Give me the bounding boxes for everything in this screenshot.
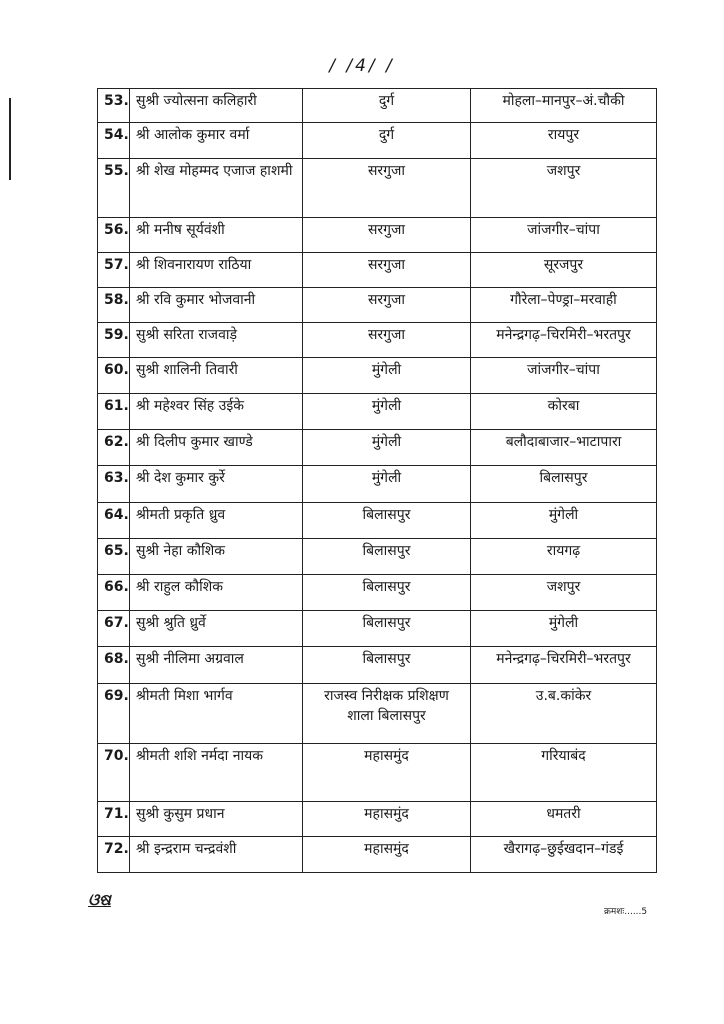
to-district-cell: जशपुर	[471, 575, 657, 611]
table-row	[98, 539, 657, 575]
margin-line	[9, 98, 11, 180]
table-row	[98, 159, 657, 218]
to-district-cell: बलौदाबाजार–भाटापारा	[471, 430, 657, 466]
serial-number-cell: 62.	[98, 430, 130, 466]
serial-number-cell: 53.	[98, 89, 130, 123]
page-number: / /4/ /	[329, 56, 395, 76]
from-district-cell: महासमुंद	[303, 802, 471, 837]
name-cell: श्री शेख मोहम्मद एजाज हाशमी	[130, 159, 303, 218]
table-row	[98, 288, 657, 323]
serial-number-cell: 65.	[98, 539, 130, 575]
serial-number-cell: 63.	[98, 466, 130, 503]
to-district-cell: कोरबा	[471, 394, 657, 430]
from-district-cell: सरगुजा	[303, 323, 471, 358]
from-district-cell: दुर्ग	[303, 89, 471, 123]
name-cell: सुश्री नीलिमा अग्रवाल	[130, 647, 303, 684]
from-district-cell: सरगुजा	[303, 288, 471, 323]
handwritten-initials: ଓଷ	[88, 890, 111, 909]
serial-number-cell: 66.	[98, 575, 130, 611]
from-district-cell: मुंगेली	[303, 394, 471, 430]
table-row	[98, 647, 657, 684]
table-row	[98, 323, 657, 358]
serial-number-cell: 69.	[98, 684, 130, 744]
from-district-cell: महासमुंद	[303, 744, 471, 802]
serial-number-cell: 64.	[98, 503, 130, 539]
from-district-cell: मुंगेली	[303, 358, 471, 394]
name-cell: श्रीमती प्रकृति ध्रुव	[130, 503, 303, 539]
table-row	[98, 466, 657, 503]
name-cell: सुश्री नेहा कौशिक	[130, 539, 303, 575]
table-row	[98, 358, 657, 394]
from-district-cell: राजस्व निरीक्षक प्रशिक्षण शाला बिलासपुर	[303, 684, 471, 744]
name-cell: श्रीमती मिशा भार्गव	[130, 684, 303, 744]
serial-number-cell: 54.	[98, 123, 130, 159]
from-district-cell: सरगुजा	[303, 253, 471, 288]
table-row	[98, 837, 657, 873]
serial-number-cell: 56.	[98, 218, 130, 253]
to-district-cell: मुंगेली	[471, 503, 657, 539]
table-row	[98, 394, 657, 430]
serial-number-cell: 59.	[98, 323, 130, 358]
from-district-cell: बिलासपुर	[303, 611, 471, 647]
to-district-cell: धमतरी	[471, 802, 657, 837]
from-district-cell: मुंगेली	[303, 430, 471, 466]
to-district-cell: मनेन्द्रगढ़–चिरमिरी–भरतपुर	[471, 647, 657, 684]
name-cell: श्री देश कुमार कुर्रे	[130, 466, 303, 503]
to-district-cell: जशपुर	[471, 159, 657, 218]
serial-number-cell: 67.	[98, 611, 130, 647]
to-district-cell: मोहला–मानपुर–अं.चौकी	[471, 89, 657, 123]
name-cell: श्री इन्द्रराम चन्द्रवंशी	[130, 837, 303, 873]
from-district-cell: बिलासपुर	[303, 575, 471, 611]
table-row	[98, 253, 657, 288]
name-cell: श्री राहुल कौशिक	[130, 575, 303, 611]
to-district-cell: गरियाबंद	[471, 744, 657, 802]
to-district-cell: सूरजपुर	[471, 253, 657, 288]
serial-number-cell: 58.	[98, 288, 130, 323]
name-cell: सुश्री शालिनी तिवारी	[130, 358, 303, 394]
from-district-cell: बिलासपुर	[303, 539, 471, 575]
to-district-cell: जांजगीर–चांपा	[471, 358, 657, 394]
table-row	[98, 430, 657, 466]
to-district-cell: बिलासपुर	[471, 466, 657, 503]
name-cell: सुश्री सरिता राजवाड़े	[130, 323, 303, 358]
from-district-cell: दुर्ग	[303, 123, 471, 159]
serial-number-cell: 55.	[98, 159, 130, 218]
from-district-cell: महासमुंद	[303, 837, 471, 873]
name-cell: सुश्री ज्योत्सना कलिहारी	[130, 89, 303, 123]
serial-number-cell: 72.	[98, 837, 130, 873]
from-district-cell: सरगुजा	[303, 159, 471, 218]
serial-number-cell: 70.	[98, 744, 130, 802]
to-district-cell: मुंगेली	[471, 611, 657, 647]
to-district-cell: मनेन्द्रगढ़–चिरमिरी–भरतपुर	[471, 323, 657, 358]
serial-number-cell: 61.	[98, 394, 130, 430]
table-row	[98, 218, 657, 253]
table-row	[98, 802, 657, 837]
name-cell: श्री दिलीप कुमार खाण्डे	[130, 430, 303, 466]
to-district-cell: रायपुर	[471, 123, 657, 159]
table-row	[98, 123, 657, 159]
table-row	[98, 575, 657, 611]
serial-number-cell: 60.	[98, 358, 130, 394]
from-district-cell: मुंगेली	[303, 466, 471, 503]
table-row	[98, 744, 657, 802]
serial-number-cell: 68.	[98, 647, 130, 684]
table-body	[98, 89, 657, 873]
from-district-cell: सरगुजा	[303, 218, 471, 253]
to-district-cell: जांजगीर–चांपा	[471, 218, 657, 253]
to-district-cell: उ.ब.कांकेर	[471, 684, 657, 744]
table-row	[98, 611, 657, 647]
continued-note: क्रमशः......5	[604, 907, 648, 917]
from-district-cell: बिलासपुर	[303, 647, 471, 684]
to-district-cell: गौरेला–पेण्ड्रा–मरवाही	[471, 288, 657, 323]
table-row	[98, 503, 657, 539]
name-cell: श्री आलोक कुमार वर्मा	[130, 123, 303, 159]
name-cell: श्री शिवनारायण राठिया	[130, 253, 303, 288]
to-district-cell: रायगढ़	[471, 539, 657, 575]
transfer-table	[97, 88, 657, 873]
name-cell: श्री महेश्वर सिंह उईके	[130, 394, 303, 430]
serial-number-cell: 71.	[98, 802, 130, 837]
name-cell: श्री रवि कुमार भोजवानी	[130, 288, 303, 323]
table-row	[98, 89, 657, 123]
from-district-cell: बिलासपुर	[303, 503, 471, 539]
serial-number-cell: 57.	[98, 253, 130, 288]
to-district-cell: खैरागढ़–छुईखदान–गंडई	[471, 837, 657, 873]
table-row	[98, 684, 657, 744]
name-cell: श्री मनीष सूर्यवंशी	[130, 218, 303, 253]
name-cell: श्रीमती शशि नर्मदा नायक	[130, 744, 303, 802]
name-cell: सुश्री श्रुति ध्रुर्वे	[130, 611, 303, 647]
name-cell: सुश्री कुसुम प्रधान	[130, 802, 303, 837]
